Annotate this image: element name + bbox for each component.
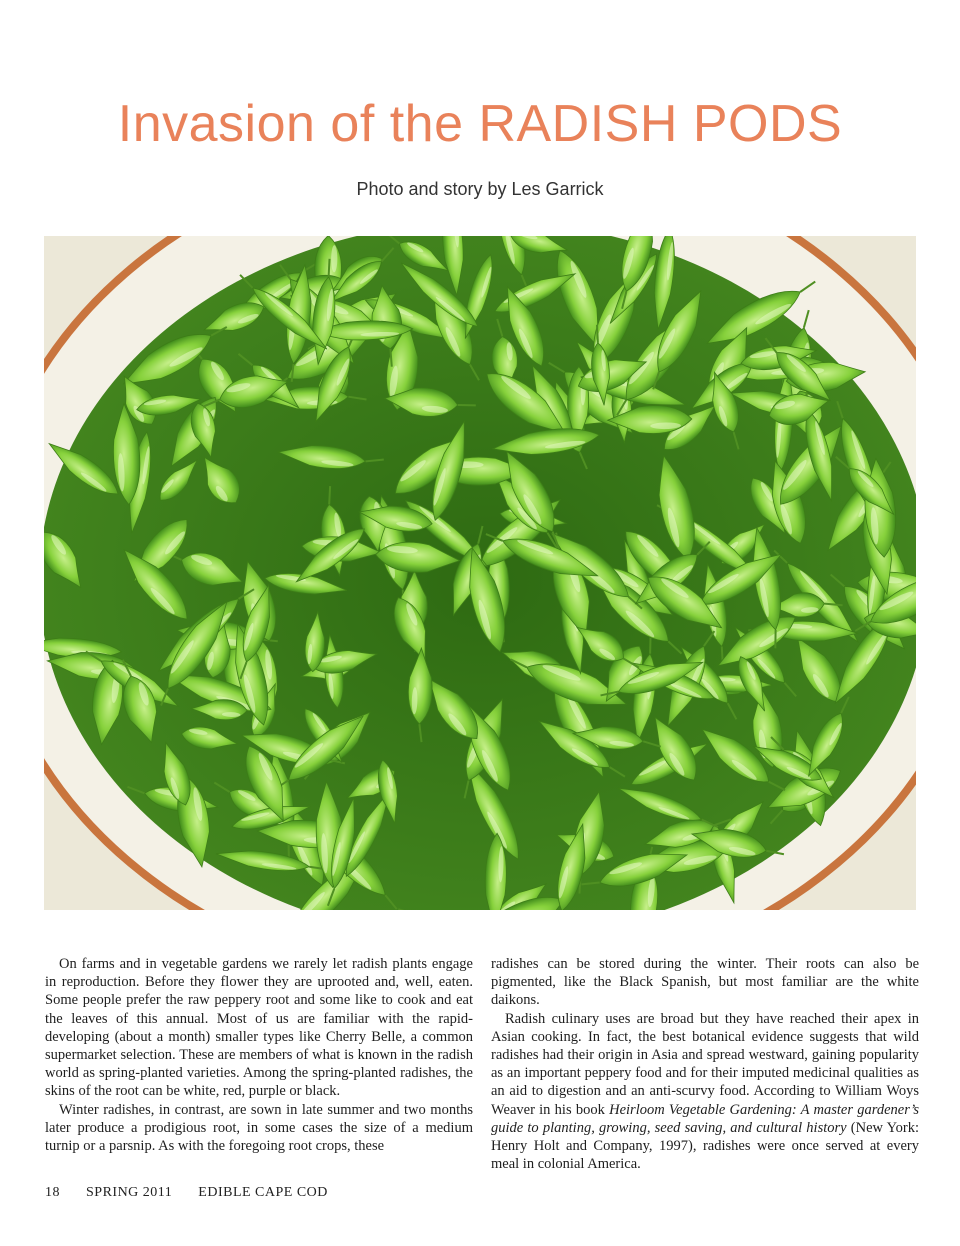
issue-label: SPRING 2011 <box>86 1185 173 1200</box>
page-footer <box>45 1185 354 1201</box>
body-column-right <box>491 955 919 1173</box>
page-number: 18 <box>45 1185 60 1200</box>
radish-pods-photo <box>44 236 916 910</box>
article-title: Invasion of the RADISH PODS <box>117 95 843 153</box>
article-byline: Photo and story by Les Garrick <box>356 179 604 199</box>
radish-pods-image <box>44 236 916 910</box>
paragraph-3 <box>491 1010 919 1174</box>
book-title: Heirloom Vegetable Gardening: A master gardener’s guide to planting, growing, seed saving, and cultural history <box>491 1101 919 1136</box>
paragraph-3-end: (New York: Henry Holt and Company, 1997), radishes were once served at every meal in colonial America. <box>491 1119 919 1173</box>
magazine-name: EDIBLE CAPE COD <box>198 1185 328 1200</box>
paragraph-3-start: Radish culinary uses are broad but they have reached their apex in Asian cooking. In fact, the best botanical evidence suggests that wild radishes had their origin in Asia and spread westward, gaining popularity as an important peppery food and for their imputed medicinal qualities as an aid to digestion and an anti-scurvy food. According to William Woys Weaver in his book <box>491 1010 919 1118</box>
paragraph-1: On farms and in vegetable gardens we rarely let radish plants engage in reproduction. Before they flower they are uprooted and, well, eaten. Some people prefer the raw peppery root and some like to cook and eat the leaves of this annual. Most of us are familiar with the rapid-developing (about a month) smaller types like Cherry Belle, a common supermarket selection. These are members of what is known in the radish world as spring-planted varieties. Among the spring-planted radishes, the skins of the root can be white, red, purple or black. <box>45 956 473 1100</box>
body-column-left <box>45 955 473 1155</box>
paragraph-2-continued: radishes can be stored during the winter. Their roots can also be pigmented, like the Black Spanish, but most familiar are the white daikons. <box>491 956 919 1009</box>
paragraph-2: Winter radishes, in contrast, are sown in late summer and two months later produce a prodigious root, in some cases the size of a medium turnip or a parsnip. As with the foregoing root crops, these <box>45 1101 473 1155</box>
